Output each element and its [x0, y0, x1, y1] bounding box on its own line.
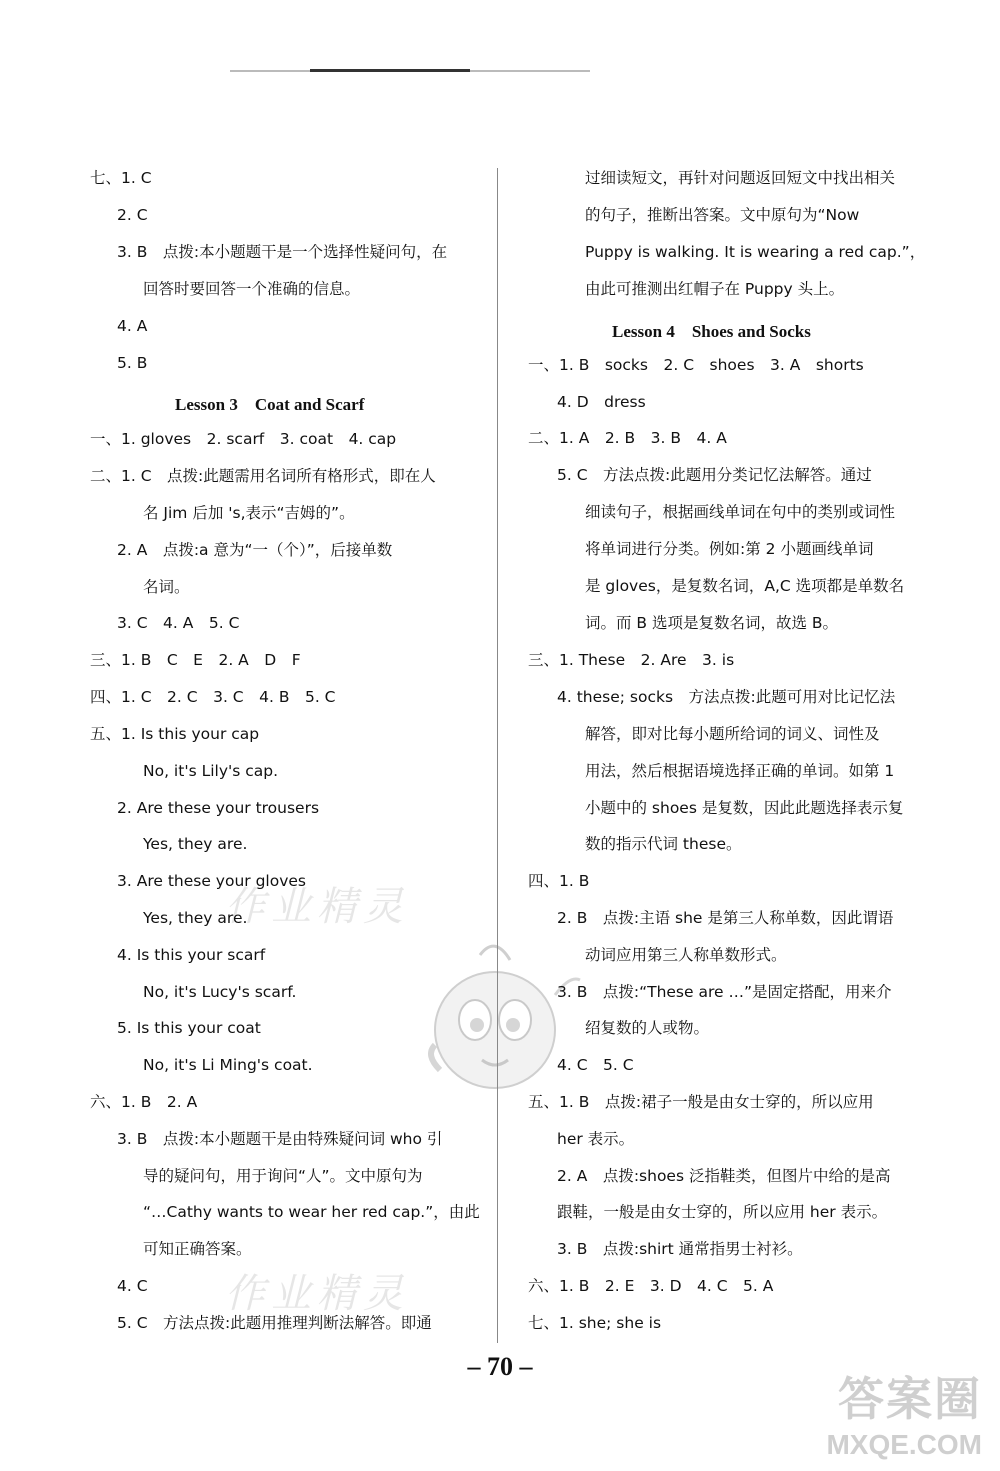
left-answer-line: 2. Are these your trousers	[117, 799, 320, 817]
right-answer-line: 六、1. B 2. E 3. D 4. C 5. A	[528, 1277, 774, 1295]
right-answer-line: 2. B 点拨:主语 she 是第三人称单数，因此谓语	[557, 909, 894, 927]
right-answer-line: 的句子，推断出答案。文中原句为“Now	[585, 206, 860, 224]
right-answer-line: 小题中的 shoes 是复数，因此此题选择表示复	[585, 799, 904, 817]
left-answer-line: Yes, they are.	[143, 909, 248, 927]
header-rule-accent	[310, 69, 470, 72]
left-answer-line: 名 Jim 后加 's,表示“吉姆的”。	[143, 504, 355, 522]
right-answer-line: 数的指示代词 these。	[585, 835, 742, 853]
left-answer-line: 可知正确答案。	[143, 1240, 252, 1258]
right-answer-line: 5. C 方法点拨:此题用分类记忆法解答。通过	[557, 466, 872, 484]
right-answer-line: 动词应用第三人称单数形式。	[585, 946, 787, 964]
left-answer-line: 导的疑问句，用于询问“人”。文中原句为	[143, 1167, 423, 1185]
left-answer-line: 名词。	[143, 578, 190, 596]
left-answer-line: Yes, they are.	[143, 835, 248, 853]
left-answer-line: 5. Is this your coat	[117, 1019, 261, 1037]
mascot-illustration	[410, 935, 590, 1105]
right-answer-line: 由此可推测出红帽子在 Puppy 头上。	[585, 280, 845, 298]
left-answer-line: 4. Is this your scarf	[117, 946, 266, 964]
right-answer-line: 4. D dress	[557, 393, 646, 411]
brand-watermark	[826, 1363, 982, 1461]
right-answer-line: 词。而 B 选项是复数名词，故选 B。	[585, 614, 839, 632]
lesson-3-heading: Lesson 3 Coat and Scarf	[175, 395, 365, 414]
left-answer-line: 5. C 方法点拨:此题用推理判断法解答。即通	[117, 1314, 432, 1332]
lesson-4-heading: Lesson 4 Shoes and Socks	[612, 322, 811, 341]
left-answer-line: 3. B 点拨:本小题题干是由特殊疑问词 who 引	[117, 1130, 443, 1148]
right-answer-line: 4. C 5. C	[557, 1056, 634, 1074]
brand-logo-text: 答案圈	[838, 1373, 982, 1425]
right-answer-line: 三、1. These 2. Are 3. is	[528, 651, 735, 669]
right-answer-line: 一、1. B socks 2. C shoes 3. A shorts	[528, 356, 864, 374]
left-answer-line: 六、1. B 2. A	[90, 1093, 198, 1111]
left-answer-line: No, it's Lily's cap.	[143, 762, 279, 780]
column-divider	[497, 168, 498, 1343]
left-answer-line: No, it's Li Ming's coat.	[143, 1056, 313, 1074]
watermark-upper: 作业精灵	[225, 884, 409, 930]
right-answer-line: 二、1. A 2. B 3. B 4. A	[528, 429, 727, 447]
right-answer-line: 绍复数的人或物。	[585, 1019, 710, 1037]
right-answer-line: 解答，即对比每小题所给词的词义、词性及	[585, 725, 880, 743]
right-answer-line: 用法，然后根据语境选择正确的单词。如第 1	[585, 762, 895, 780]
right-answer-line: 细读句子，根据画线单词在句中的类别或词性	[585, 503, 896, 521]
watermark-lower: 作业精灵	[225, 1271, 409, 1317]
right-answer-line: 过细读短文，再针对问题返回短文中找出相关	[585, 169, 896, 187]
brand-url: MXQE.COM	[826, 1429, 982, 1460]
right-answer-line: 4. these; socks 方法点拨:此题可用对比记忆法	[557, 688, 896, 706]
right-answer-line: 2. A 点拨:shoes 泛指鞋类，但图片中给的是高	[557, 1167, 891, 1185]
left-answer-line: 2. A 点拨:a 意为“一（个）”，后接单数	[117, 541, 393, 559]
left-answer-line: No, it's Lucy's scarf.	[143, 983, 297, 1001]
left-answer-line: 二、1. C 点拨:此题需用名词所有格形式，即在人	[90, 467, 436, 485]
left-answer-line: “…Cathy wants to wear her red cap.”，由此	[143, 1203, 480, 1221]
left-answer-line: 四、1. C 2. C 3. C 4. B 5. C	[90, 688, 336, 706]
right-answer-line: her 表示。	[557, 1130, 635, 1148]
page-number: – 70 –	[467, 1352, 533, 1381]
left-answer-line: 三、1. B C E 2. A D F	[90, 651, 301, 669]
left-answer-line: 4. A	[117, 317, 148, 335]
left-answer-line: 3. Are these your gloves	[117, 872, 306, 890]
right-answer-line: 跟鞋，一般是由女士穿的，所以应用 her 表示。	[557, 1203, 888, 1221]
left-answer-line: 4. C	[117, 1277, 148, 1295]
left-answer-line: 3. B 点拨:本小题题干是一个选择性疑问句，在	[117, 243, 448, 261]
right-answer-line: 3. B 点拨:“These are …”是固定搭配，用来介	[557, 983, 892, 1001]
right-answer-line: 五、1. B 点拨:裙子一般是由女士穿的，所以应用	[528, 1093, 874, 1111]
right-answer-line: 四、1. B	[528, 872, 590, 890]
left-answer-line: 一、1. gloves 2. scarf 3. coat 4. cap	[90, 430, 397, 448]
left-answer-line: 3. C 4. A 5. C	[117, 614, 240, 632]
left-answer-line: 5. B	[117, 354, 148, 372]
right-answer-line: 将单词进行分类。例如:第 2 小题画线单词	[585, 540, 874, 558]
right-answer-line: Puppy is walking. It is wearing a red cap.”，	[585, 243, 926, 261]
right-answer-line: 七、1. she; she is	[528, 1314, 662, 1332]
left-answer-line: 五、1. Is this your cap	[90, 725, 260, 743]
right-answer-line: 3. B 点拨:shirt 通常指男士衬衫。	[557, 1240, 803, 1258]
right-answer-line: 是 gloves，是复数名词，A,C 选项都是单数名	[585, 577, 905, 595]
left-answer-line: 七、1. C	[90, 169, 152, 187]
left-answer-line: 2. C	[117, 206, 148, 224]
left-answer-line: 回答时要回答一个准确的信息。	[143, 280, 361, 298]
